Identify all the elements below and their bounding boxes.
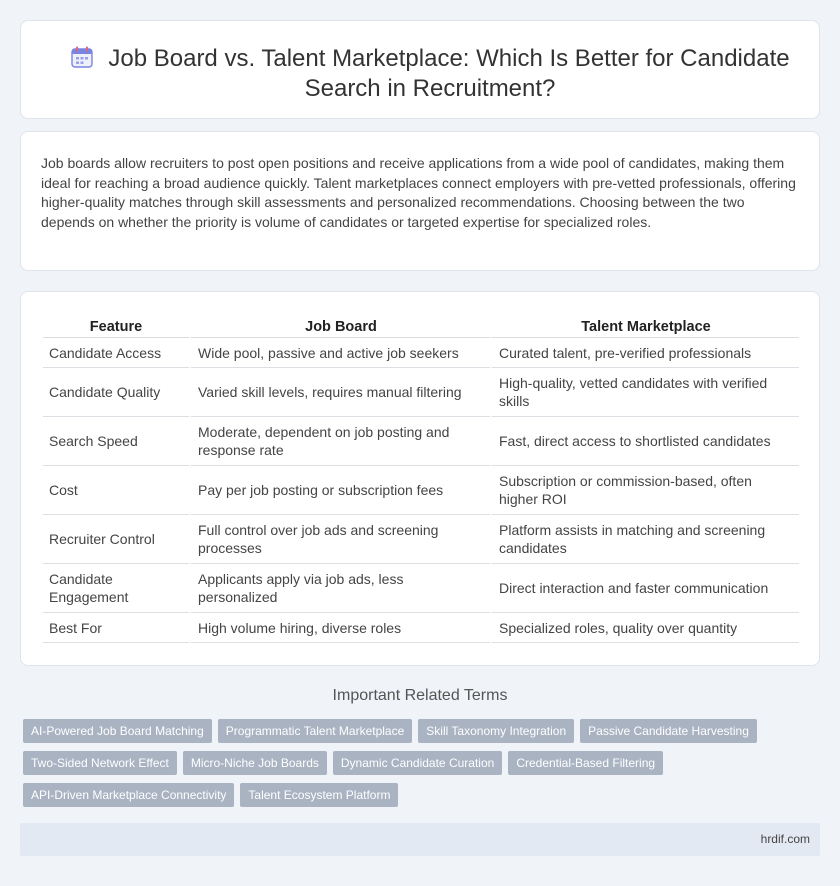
related-term-tag[interactable]: Skill Taxonomy Integration bbox=[418, 719, 574, 743]
row-feature: Candidate Quality bbox=[43, 368, 189, 417]
row-talent-marketplace: Subscription or commission-based, often higher ROI bbox=[490, 466, 799, 515]
table-row bbox=[43, 613, 799, 643]
comparison-table bbox=[43, 316, 799, 643]
row-job-board: Moderate, dependent on job posting and response rate bbox=[189, 417, 490, 466]
related-term-tag[interactable]: Dynamic Candidate Curation bbox=[333, 751, 502, 775]
header-talent-marketplace: Talent Marketplace bbox=[490, 316, 799, 338]
row-job-board: High volume hiring, diverse roles bbox=[189, 613, 490, 643]
row-job-board: Wide pool, passive and active job seekers bbox=[189, 338, 490, 368]
intro-paragraph: Job boards allow recruiters to post open positions and receive applications from a wide pool of candidates, making them ideal for reaching a broad audience quickly. Talent marketplaces connect employers with pre-vetted professionals, offering higher-quality matches through skill assessments and personalized recommendations. Choosing between the two depends on whether the priority is volume of candidates or targeted expertise for specialized roles. bbox=[41, 155, 796, 230]
related-term-tag[interactable]: Passive Candidate Harvesting bbox=[580, 719, 757, 743]
page-title-text: Job Board vs. Talent Marketplace: Which Is Better for Candidate Search in Recruitment? bbox=[108, 45, 790, 102]
table-row bbox=[43, 466, 799, 515]
row-talent-marketplace: Curated talent, pre-verified professionals bbox=[490, 338, 799, 368]
header-job-board: Job Board bbox=[189, 316, 490, 338]
row-job-board: Varied skill levels, requires manual filtering bbox=[189, 368, 490, 417]
footer-site-link[interactable]: hrdif.com bbox=[760, 832, 810, 846]
related-term-tag[interactable]: AI-Powered Job Board Matching bbox=[23, 719, 212, 743]
row-feature: Search Speed bbox=[43, 417, 189, 466]
related-term-tag[interactable]: Talent Ecosystem Platform bbox=[240, 783, 398, 807]
related-term-tag[interactable]: Micro-Niche Job Boards bbox=[183, 751, 327, 775]
row-talent-marketplace: Platform assists in matching and screening candidates bbox=[490, 515, 799, 564]
page-title bbox=[61, 44, 799, 104]
footer-bar bbox=[20, 823, 820, 856]
related-term-tag[interactable]: Two-Sided Network Effect bbox=[23, 751, 177, 775]
calendar-icon bbox=[70, 45, 94, 69]
table-row bbox=[43, 564, 799, 613]
row-feature: Candidate Access bbox=[43, 338, 189, 368]
row-feature: Candidate Engagement bbox=[43, 564, 189, 613]
related-term-tag[interactable]: Credential-Based Filtering bbox=[508, 751, 663, 775]
row-job-board: Full control over job ads and screening processes bbox=[189, 515, 490, 564]
related-term-tag[interactable]: Programmatic Talent Marketplace bbox=[218, 719, 413, 743]
row-talent-marketplace: High-quality, vetted candidates with verified skills bbox=[490, 368, 799, 417]
related-term-tag[interactable]: API-Driven Marketplace Connectivity bbox=[23, 783, 234, 807]
row-job-board: Applicants apply via job ads, less personalized bbox=[189, 564, 490, 613]
related-terms-list bbox=[23, 719, 803, 807]
table-row bbox=[43, 515, 799, 564]
table-row bbox=[43, 417, 799, 466]
row-talent-marketplace: Specialized roles, quality over quantity bbox=[490, 613, 799, 643]
title-card bbox=[20, 20, 820, 119]
row-job-board: Pay per job posting or subscription fees bbox=[189, 466, 490, 515]
table-header-row bbox=[43, 316, 799, 338]
intro-card bbox=[20, 131, 820, 271]
row-feature: Cost bbox=[43, 466, 189, 515]
table-row bbox=[43, 368, 799, 417]
row-talent-marketplace: Direct interaction and faster communication bbox=[490, 564, 799, 613]
header-feature: Feature bbox=[43, 316, 189, 338]
related-terms-heading: Important Related Terms bbox=[332, 687, 508, 704]
table-row bbox=[43, 338, 799, 368]
row-feature: Recruiter Control bbox=[43, 515, 189, 564]
row-feature: Best For bbox=[43, 613, 189, 643]
row-talent-marketplace: Fast, direct access to shortlisted candidates bbox=[490, 417, 799, 466]
comparison-card bbox=[20, 291, 820, 666]
